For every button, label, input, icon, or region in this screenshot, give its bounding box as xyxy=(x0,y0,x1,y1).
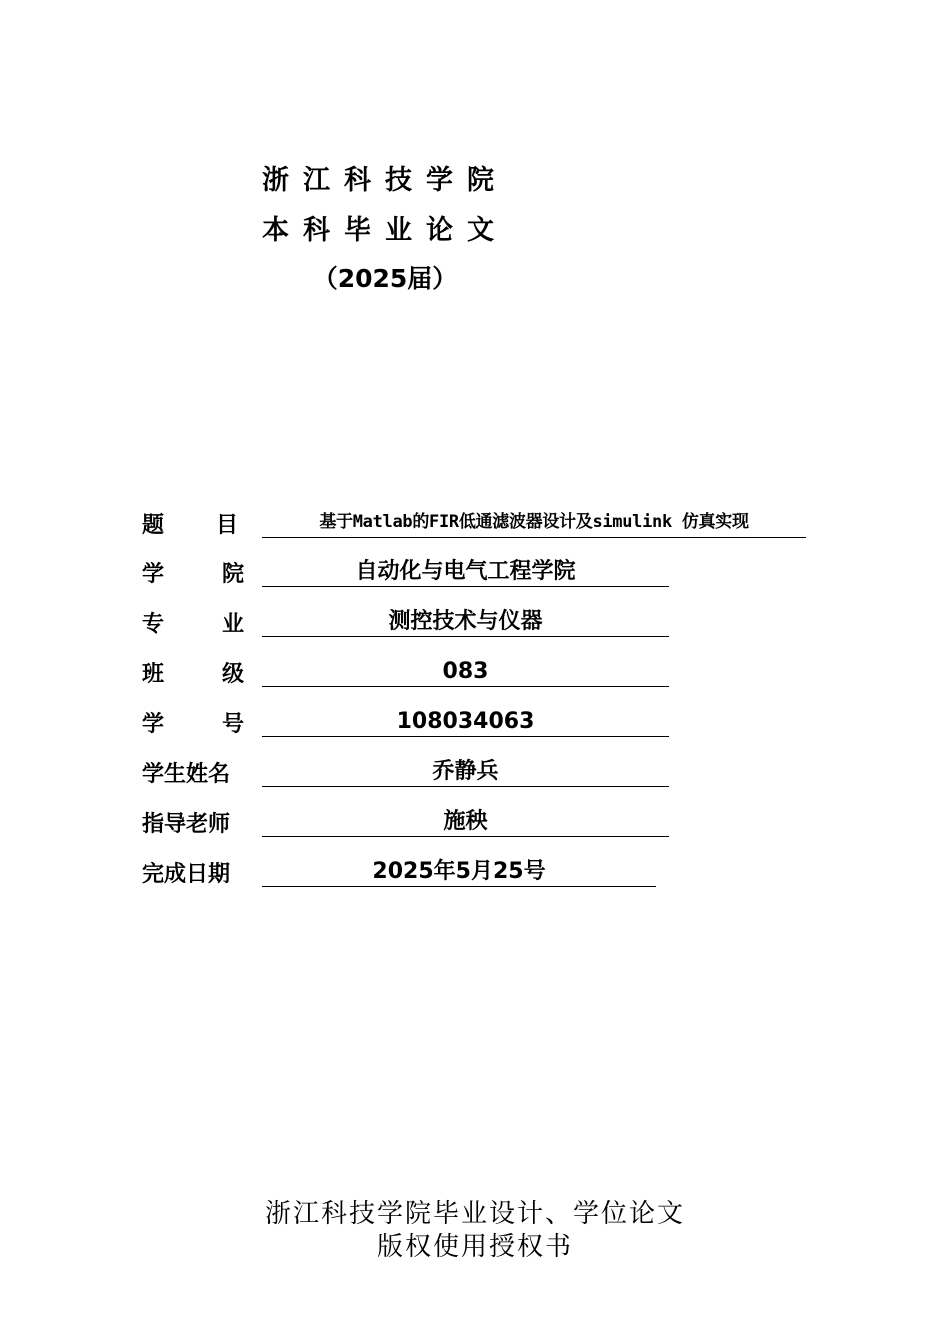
label-class-text: 班级 xyxy=(142,662,303,687)
label-student-id-text: 学号 xyxy=(142,712,303,737)
value-topic: 基于Matlab的FIR低通滤波器设计及simulink 仿真实现 xyxy=(262,508,806,538)
value-completion-date: 2025年5月25号 xyxy=(262,857,656,887)
value-student-name: 乔静兵 xyxy=(262,757,669,787)
authorization-title-line1: 浙江科技学院毕业设计、学位论文 xyxy=(264,1199,685,1229)
value-advisor: 施秧 xyxy=(262,807,669,837)
label-college xyxy=(142,557,303,588)
school-name: 浙江科技学院 xyxy=(262,165,508,196)
thesis-type: 本科毕业论文 xyxy=(262,215,508,246)
label-advisor-text: 指导老师 xyxy=(142,812,231,837)
label-completion-date xyxy=(142,857,250,888)
value-major: 测控技术与仪器 xyxy=(262,607,669,637)
label-completion-date-text: 完成日期 xyxy=(142,862,231,887)
label-major xyxy=(142,607,303,638)
authorization-title-line2: 版权使用授权书 xyxy=(376,1232,573,1262)
value-student-id: 108034063 xyxy=(262,707,669,737)
label-student-name xyxy=(142,757,250,788)
label-topic xyxy=(142,508,291,539)
label-student-name-text: 学生姓名 xyxy=(142,762,231,787)
value-college: 自动化与电气工程学院 xyxy=(262,557,669,587)
label-college-text: 学院 xyxy=(142,562,303,587)
label-class xyxy=(142,657,303,688)
label-advisor xyxy=(142,807,250,838)
value-class: 083 xyxy=(262,657,669,687)
label-student-id xyxy=(142,707,303,738)
graduation-year: （2025届） xyxy=(312,264,458,293)
label-major-text: 专业 xyxy=(142,612,303,637)
label-topic-text: 题目 xyxy=(142,513,291,538)
